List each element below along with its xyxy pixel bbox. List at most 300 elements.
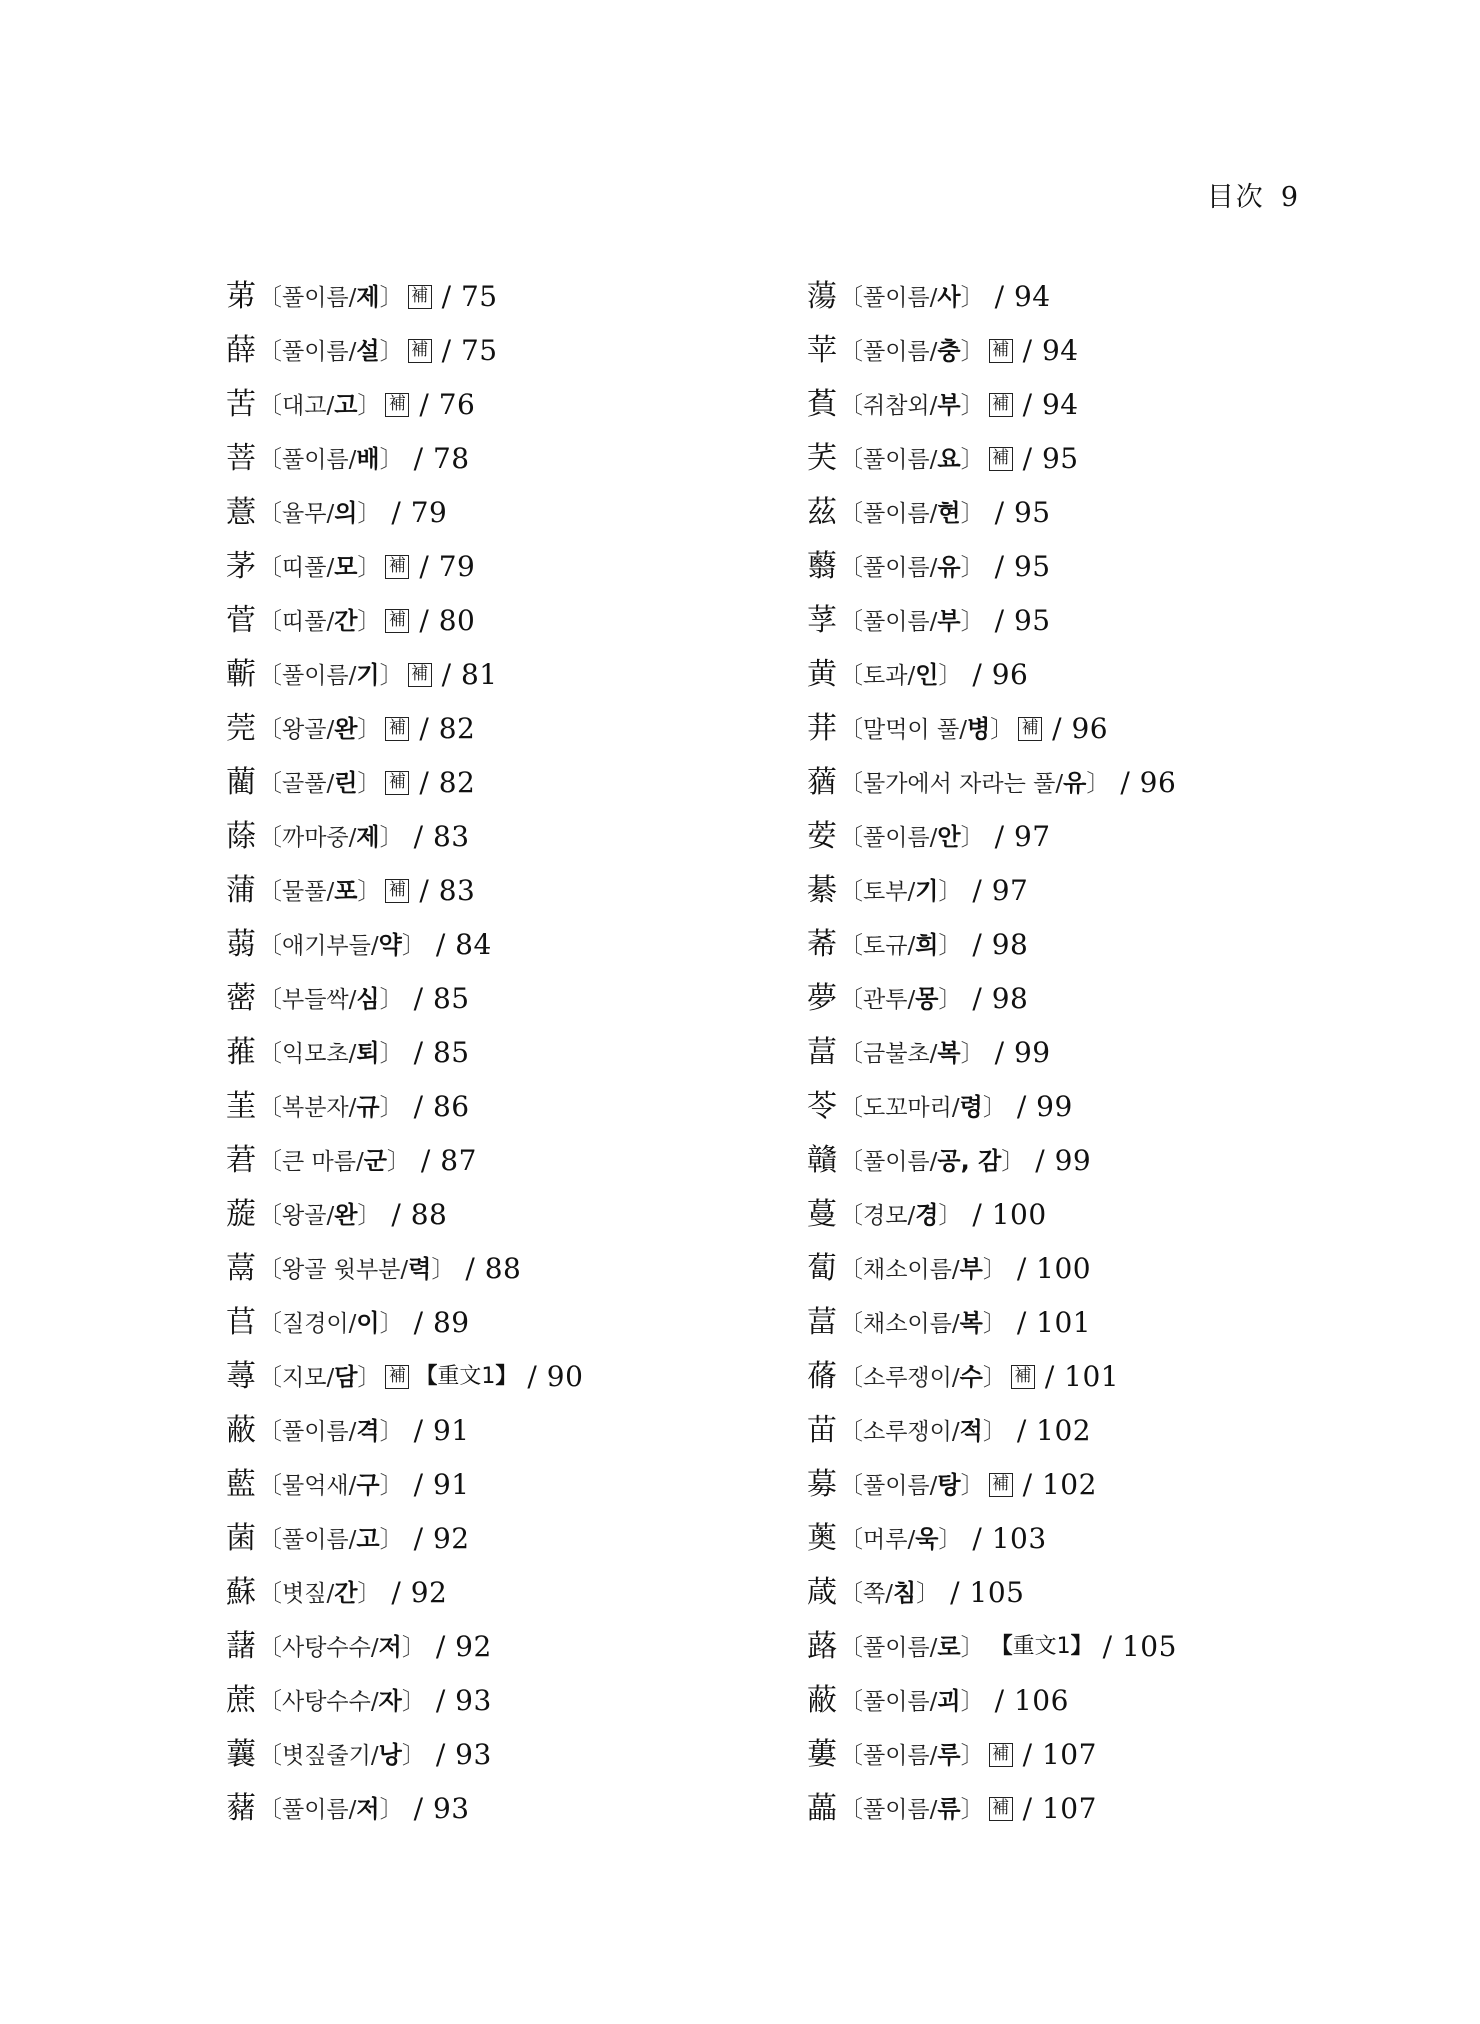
entry-sound: 격 bbox=[356, 1416, 380, 1445]
entry-page bbox=[436, 918, 492, 972]
bracket-close: 〕 bbox=[938, 984, 963, 1013]
bracket-close: 〕 bbox=[357, 498, 382, 527]
entry-meaning: 금불초 bbox=[863, 1040, 930, 1067]
entry-gloss bbox=[258, 1512, 404, 1567]
toc-entry bbox=[807, 1782, 1177, 1836]
entry-sound: 퇴 bbox=[356, 1038, 380, 1067]
entry-gloss bbox=[258, 972, 404, 1027]
entry-sound: 간 bbox=[334, 1578, 358, 1607]
entry-gloss bbox=[839, 1134, 1025, 1189]
page-separator: / bbox=[1044, 1360, 1065, 1393]
entry-gloss bbox=[839, 972, 962, 1027]
entry-sound: 배 bbox=[356, 444, 380, 473]
entry-page bbox=[1120, 756, 1176, 810]
entry-hanja: 菩 bbox=[226, 441, 256, 476]
entry-page-number: 107 bbox=[1041, 1738, 1097, 1771]
bracket-open: 〔 bbox=[839, 282, 863, 311]
entry-page bbox=[414, 1782, 470, 1836]
page-separator: / bbox=[1120, 766, 1140, 799]
bracket-open: 〔 bbox=[839, 984, 863, 1013]
supplement-mark: 補 bbox=[408, 663, 432, 687]
bracket-open: 〔 bbox=[258, 1038, 282, 1067]
page-separator: / bbox=[1016, 1306, 1037, 1339]
entry-page bbox=[391, 1566, 447, 1620]
bracket-close: 〕 bbox=[982, 1092, 1007, 1121]
bracket-open: 〔 bbox=[258, 1092, 282, 1121]
entry-hanja: 苢 bbox=[226, 1305, 256, 1340]
entry-sound: 저 bbox=[378, 1632, 402, 1661]
toc-entry bbox=[226, 1350, 583, 1404]
entry-sound: 병 bbox=[966, 714, 991, 743]
page-separator: / bbox=[994, 280, 1014, 313]
toc-entry bbox=[226, 1188, 583, 1242]
entry-page bbox=[442, 270, 498, 324]
supplement-mark: 補 bbox=[989, 447, 1013, 471]
gloss-separator: / bbox=[929, 1742, 938, 1769]
entry-hanja: 蔤 bbox=[226, 981, 256, 1016]
toc-entry bbox=[226, 1404, 583, 1458]
entry-meaning: 풀이름 bbox=[863, 554, 930, 581]
bracket-open: 〔 bbox=[839, 1740, 863, 1769]
entry-meaning: 토규 bbox=[863, 932, 908, 959]
entry-page bbox=[995, 540, 1051, 594]
entry-hanja: 蒲 bbox=[226, 873, 256, 908]
entry-sound: 이 bbox=[356, 1308, 380, 1337]
entry-gloss bbox=[839, 1350, 1007, 1405]
page-separator: / bbox=[1102, 1630, 1122, 1663]
gloss-separator: / bbox=[370, 1742, 379, 1769]
entry-hanja: 蒢 bbox=[226, 819, 256, 854]
gloss-separator: / bbox=[929, 392, 938, 419]
entry-hanja: 茅 bbox=[226, 549, 256, 584]
bracket-open: 〔 bbox=[258, 1578, 282, 1607]
bracket-close: 〕 bbox=[960, 1794, 985, 1823]
bracket-close: 〕 bbox=[982, 1362, 1007, 1391]
entry-meaning: 물가에서 자라는 풀 bbox=[863, 770, 1056, 797]
entry-sound: 탕 bbox=[937, 1470, 961, 1499]
entry-gloss bbox=[258, 594, 381, 649]
page-separator: / bbox=[1016, 1090, 1037, 1123]
entry-hanja: 夢 bbox=[807, 981, 837, 1016]
entry-gloss bbox=[839, 918, 962, 973]
entry-page-number: 95 bbox=[1013, 496, 1051, 529]
page-separator: / bbox=[435, 1630, 456, 1663]
entry-hanja: 蘘 bbox=[226, 1737, 256, 1772]
page-separator: / bbox=[419, 766, 439, 799]
gloss-separator: / bbox=[1055, 770, 1064, 797]
supplement-mark: 補 bbox=[385, 717, 409, 741]
toc-entry bbox=[807, 1134, 1177, 1188]
gloss-separator: / bbox=[959, 716, 967, 743]
entry-sound: 기 bbox=[356, 660, 380, 689]
entry-sound: 구 bbox=[356, 1470, 380, 1499]
bracket-open: 〔 bbox=[258, 1524, 282, 1553]
page-separator: / bbox=[972, 982, 992, 1015]
entry-gloss bbox=[258, 540, 381, 595]
toc-entry bbox=[807, 972, 1177, 1026]
entry-meaning: 지모 bbox=[282, 1364, 327, 1391]
gloss-separator: / bbox=[907, 878, 916, 905]
toc-entry bbox=[807, 270, 1177, 324]
entry-sound: 린 bbox=[334, 768, 358, 797]
entry-gloss bbox=[258, 1728, 426, 1783]
bracket-close: 〕 bbox=[379, 660, 404, 689]
entry-page-number: 85 bbox=[432, 1036, 470, 1069]
entry-sound: 심 bbox=[356, 984, 380, 1013]
entry-meaning: 풀이름 bbox=[282, 446, 349, 473]
bracket-close: 〕 bbox=[379, 444, 404, 473]
entry-meaning: 머루 bbox=[863, 1526, 908, 1553]
entry-page bbox=[414, 810, 470, 864]
toc-entry bbox=[807, 1674, 1177, 1728]
entry-gloss bbox=[839, 594, 985, 649]
entry-hanja: 蔽 bbox=[226, 1413, 256, 1448]
entry-hanja: 蔞 bbox=[807, 1737, 837, 1772]
entry-hanja: 薏 bbox=[226, 495, 256, 530]
entry-page-number: 94 bbox=[1041, 334, 1079, 367]
entry-page-number: 83 bbox=[432, 820, 470, 853]
gloss-separator: / bbox=[348, 1040, 357, 1067]
entry-meaning: 율무 bbox=[282, 500, 327, 527]
page-separator: / bbox=[413, 1414, 433, 1447]
toc-entry bbox=[807, 1728, 1177, 1782]
entry-gloss bbox=[258, 918, 426, 973]
bracket-open: 〔 bbox=[258, 498, 282, 527]
entry-gloss bbox=[839, 486, 985, 541]
entry-gloss bbox=[839, 810, 985, 865]
bracket-open: 〔 bbox=[839, 768, 863, 797]
bracket-open: 〔 bbox=[839, 876, 863, 905]
entry-page-number: 105 bbox=[1121, 1630, 1177, 1663]
gloss-separator: / bbox=[370, 1634, 379, 1661]
gloss-separator: / bbox=[929, 338, 938, 365]
entry-gloss bbox=[839, 648, 962, 703]
bracket-close: 〕 bbox=[960, 606, 985, 635]
entry-gloss bbox=[839, 1188, 962, 1243]
entry-page bbox=[391, 1188, 447, 1242]
bracket-close: 〕 bbox=[357, 390, 382, 419]
entry-page bbox=[1023, 1728, 1097, 1782]
entry-hanja: 菅 bbox=[226, 603, 256, 638]
entry-page-number: 93 bbox=[432, 1792, 470, 1825]
bracket-close: 〕 bbox=[386, 1146, 411, 1175]
entry-hanja: 蔓 bbox=[807, 1197, 837, 1232]
entry-hanja: 菌 bbox=[226, 1521, 256, 1556]
variant-bracket-open: 【 bbox=[415, 1364, 438, 1389]
bracket-close: 〕 bbox=[1001, 1146, 1026, 1175]
entry-meaning: 풀이름 bbox=[282, 284, 349, 311]
bracket-open: 〔 bbox=[258, 606, 282, 635]
entry-page bbox=[419, 378, 475, 432]
entry-page bbox=[1023, 324, 1079, 378]
bracket-open: 〔 bbox=[839, 822, 863, 851]
gloss-separator: / bbox=[348, 1796, 357, 1823]
entry-meaning: 풀이름 bbox=[863, 1634, 930, 1661]
bracket-open: 〔 bbox=[839, 336, 863, 365]
entry-meaning: 쥐참외 bbox=[863, 392, 930, 419]
entry-hanja: 蔔 bbox=[807, 1251, 837, 1286]
entry-meaning: 왕골 윗부분 bbox=[282, 1256, 401, 1283]
toc-entry bbox=[226, 1512, 583, 1566]
entry-page-number: 105 bbox=[969, 1576, 1025, 1609]
toc-entry bbox=[807, 1620, 1177, 1674]
page-separator: / bbox=[441, 658, 461, 691]
bracket-open: 〔 bbox=[839, 444, 863, 473]
bracket-close: 〕 bbox=[990, 714, 1015, 743]
toc-entry bbox=[807, 324, 1177, 378]
bracket-open: 〔 bbox=[258, 1794, 282, 1823]
entry-gloss bbox=[258, 270, 404, 325]
bracket-open: 〔 bbox=[839, 1254, 863, 1283]
gloss-separator: / bbox=[326, 716, 335, 743]
entry-meaning: 쪽 bbox=[863, 1580, 886, 1607]
bracket-close: 〕 bbox=[357, 1578, 382, 1607]
gloss-separator: / bbox=[929, 554, 938, 581]
entry-page bbox=[995, 1674, 1069, 1728]
entry-sound: 의 bbox=[334, 498, 358, 527]
toc-entry bbox=[226, 972, 583, 1026]
gloss-separator: / bbox=[370, 932, 379, 959]
entry-gloss bbox=[258, 1134, 411, 1189]
entry-hanja: 蕗 bbox=[807, 1629, 837, 1664]
entry-page-number: 91 bbox=[432, 1414, 470, 1447]
entry-hanja: 苓 bbox=[807, 1089, 837, 1124]
gloss-separator: / bbox=[348, 1310, 357, 1337]
entry-hanja: 莙 bbox=[226, 1143, 256, 1178]
gloss-separator: / bbox=[907, 1202, 916, 1229]
entry-page bbox=[414, 1512, 470, 1566]
page-separator: / bbox=[1022, 442, 1042, 475]
entry-sound: 완 bbox=[334, 714, 358, 743]
entry-page-number: 80 bbox=[438, 604, 476, 637]
entry-page-number: 90 bbox=[546, 1360, 584, 1393]
bracket-open: 〔 bbox=[839, 1038, 863, 1067]
running-head bbox=[1207, 175, 1300, 214]
entry-hanja: 萯 bbox=[807, 387, 837, 422]
entry-page-number: 75 bbox=[460, 280, 498, 313]
entry-gloss bbox=[839, 1458, 985, 1513]
gloss-separator: / bbox=[929, 1472, 938, 1499]
entry-gloss bbox=[839, 1674, 985, 1729]
toc-entry bbox=[226, 702, 583, 756]
toc-entry bbox=[807, 540, 1177, 594]
entry-page bbox=[1017, 1080, 1073, 1134]
entry-gloss bbox=[258, 1782, 404, 1837]
entry-gloss bbox=[258, 1026, 404, 1081]
gloss-separator: / bbox=[929, 500, 938, 527]
page-separator: / bbox=[972, 658, 992, 691]
toc-entry bbox=[226, 918, 583, 972]
entry-sound: 부 bbox=[959, 1254, 983, 1283]
entry-page-number: 97 bbox=[1013, 820, 1051, 853]
entry-meaning: 사탕수수 bbox=[282, 1688, 371, 1715]
entry-sound: 낭 bbox=[378, 1740, 402, 1769]
toc-entry bbox=[226, 594, 583, 648]
entry-meaning: 물풀 bbox=[282, 878, 327, 905]
entry-page-number: 101 bbox=[1036, 1306, 1092, 1339]
page-separator: / bbox=[441, 280, 461, 313]
entry-page-number: 87 bbox=[440, 1144, 477, 1177]
page-separator: / bbox=[413, 1306, 433, 1339]
bracket-close: 〕 bbox=[982, 1416, 1007, 1445]
bracket-open: 〔 bbox=[258, 444, 282, 473]
entry-gloss bbox=[839, 864, 962, 919]
bracket-open: 〔 bbox=[258, 1200, 282, 1229]
supplement-mark: 補 bbox=[989, 1797, 1013, 1821]
entry-page bbox=[1052, 702, 1108, 756]
entry-sound: 간 bbox=[334, 606, 358, 635]
entry-page-number: 96 bbox=[1071, 712, 1109, 745]
entry-hanja: 薁 bbox=[807, 1521, 837, 1556]
supplement-mark: 補 bbox=[385, 609, 409, 633]
toc-entry bbox=[226, 1620, 583, 1674]
page-separator: / bbox=[419, 604, 439, 637]
toc-entry bbox=[807, 1404, 1177, 1458]
bracket-open: 〔 bbox=[258, 1470, 282, 1499]
entry-hanja: 莞 bbox=[226, 711, 256, 746]
entry-sound: 고 bbox=[334, 390, 358, 419]
entry-hanja: 葍 bbox=[807, 1305, 837, 1340]
gloss-separator: / bbox=[326, 878, 335, 905]
entry-meaning: 풀이름 bbox=[863, 1688, 930, 1715]
entry-sound: 약 bbox=[378, 930, 402, 959]
page-separator: / bbox=[435, 928, 456, 961]
entry-sound: 설 bbox=[356, 336, 380, 365]
entry-hanja: 藸 bbox=[226, 1791, 256, 1826]
toc-entry bbox=[807, 1566, 1177, 1620]
bracket-close: 〕 bbox=[982, 1254, 1007, 1283]
page-separator: / bbox=[413, 820, 433, 853]
bracket-open: 〔 bbox=[839, 1308, 863, 1337]
gloss-separator: / bbox=[885, 1580, 893, 1607]
entry-page-number: 82 bbox=[438, 712, 476, 745]
toc-entry bbox=[807, 864, 1177, 918]
entry-meaning: 띠풀 bbox=[282, 554, 327, 581]
entry-meaning: 풀이름 bbox=[863, 608, 930, 635]
entry-gloss bbox=[839, 270, 985, 325]
entry-page bbox=[414, 1080, 470, 1134]
bracket-close: 〕 bbox=[960, 444, 985, 473]
gloss-separator: / bbox=[348, 1418, 357, 1445]
page-separator: / bbox=[994, 550, 1014, 583]
bracket-close: 〕 bbox=[982, 1308, 1007, 1337]
page-separator: / bbox=[441, 334, 461, 367]
entry-page bbox=[419, 702, 475, 756]
toc-entry bbox=[807, 378, 1177, 432]
entry-page-number: 103 bbox=[991, 1522, 1047, 1555]
gloss-separator: / bbox=[929, 1148, 938, 1175]
bracket-close: 〕 bbox=[960, 390, 985, 419]
page-separator: / bbox=[1052, 712, 1072, 745]
toc-entry bbox=[807, 756, 1177, 810]
bracket-close: 〕 bbox=[960, 1038, 985, 1067]
page-separator: / bbox=[1022, 388, 1042, 421]
entry-gloss bbox=[839, 1026, 985, 1081]
bracket-close: 〕 bbox=[401, 1740, 426, 1769]
entry-page bbox=[436, 1728, 492, 1782]
bracket-close: 〕 bbox=[938, 876, 963, 905]
entry-sound: 복 bbox=[959, 1308, 983, 1337]
entry-gloss bbox=[258, 1242, 455, 1297]
entry-sound: 공, 감 bbox=[937, 1146, 1002, 1175]
entry-page bbox=[527, 1350, 583, 1404]
supplement-mark: 補 bbox=[408, 285, 432, 309]
entry-meaning: 도꼬마리 bbox=[863, 1094, 952, 1121]
entry-meaning: 토부 bbox=[863, 878, 908, 905]
entry-meaning: 까마중 bbox=[282, 824, 349, 851]
bracket-open: 〔 bbox=[839, 1362, 863, 1391]
entry-sound: 제 bbox=[356, 282, 380, 311]
gloss-separator: / bbox=[907, 662, 916, 689]
bracket-close: 〕 bbox=[401, 1632, 426, 1661]
entry-meaning: 풀이름 bbox=[282, 662, 349, 689]
entry-hanja: 茥 bbox=[226, 1089, 256, 1124]
entry-page bbox=[995, 1026, 1051, 1080]
bracket-close: 〕 bbox=[960, 1740, 985, 1769]
toc-entry bbox=[226, 486, 583, 540]
page-separator: / bbox=[413, 1792, 433, 1825]
entry-sound: 모 bbox=[334, 552, 358, 581]
entry-page bbox=[972, 864, 1028, 918]
entry-gloss bbox=[839, 1080, 1007, 1135]
entry-page bbox=[414, 1404, 470, 1458]
entry-page-number: 96 bbox=[991, 658, 1029, 691]
entry-hanja: 蔽 bbox=[807, 1683, 837, 1718]
toc-entry bbox=[807, 432, 1177, 486]
entry-hanja: 葴 bbox=[807, 1575, 837, 1610]
entry-meaning: 질경이 bbox=[282, 1310, 349, 1337]
bracket-close: 〕 bbox=[401, 930, 426, 959]
entry-hanja: 苐 bbox=[226, 279, 256, 314]
entry-gloss bbox=[258, 810, 404, 865]
gloss-separator: / bbox=[907, 932, 916, 959]
page-separator: / bbox=[413, 442, 433, 475]
entry-page-number: 85 bbox=[432, 982, 470, 1015]
bracket-open: 〔 bbox=[258, 1254, 282, 1283]
bracket-close: 〕 bbox=[960, 822, 985, 851]
entry-page-number: 94 bbox=[1041, 388, 1079, 421]
entry-page-number: 93 bbox=[455, 1684, 492, 1717]
entry-page-number: 78 bbox=[432, 442, 470, 475]
entry-gloss bbox=[258, 1188, 381, 1243]
entry-page bbox=[419, 756, 475, 810]
bracket-close: 〕 bbox=[379, 1416, 404, 1445]
entry-gloss bbox=[258, 648, 404, 703]
section-title: 目次 bbox=[1206, 182, 1265, 213]
gloss-separator: / bbox=[326, 500, 335, 527]
supplement-mark: 補 bbox=[1011, 1365, 1035, 1389]
supplement-mark: 補 bbox=[1018, 717, 1042, 741]
entry-sound: 충 bbox=[937, 336, 961, 365]
entry-page bbox=[414, 1458, 470, 1512]
gloss-separator: / bbox=[348, 338, 357, 365]
entry-page bbox=[950, 1566, 1024, 1620]
toc-column-left bbox=[226, 270, 583, 1836]
entry-sound: 희 bbox=[915, 930, 939, 959]
bracket-close: 〕 bbox=[1086, 768, 1111, 797]
bracket-open: 〔 bbox=[258, 930, 282, 959]
entry-page-number: 83 bbox=[438, 874, 476, 907]
bracket-open: 〔 bbox=[258, 1308, 282, 1337]
bracket-open: 〔 bbox=[258, 1632, 282, 1661]
variant-bracket-open: 【 bbox=[990, 1634, 1013, 1659]
entry-hanja: 苦 bbox=[226, 387, 256, 422]
toc-entry bbox=[226, 1458, 583, 1512]
page-separator: / bbox=[413, 1036, 433, 1069]
entry-page bbox=[1017, 1404, 1091, 1458]
bracket-open: 〔 bbox=[258, 822, 282, 851]
supplement-mark: 補 bbox=[385, 1365, 409, 1389]
